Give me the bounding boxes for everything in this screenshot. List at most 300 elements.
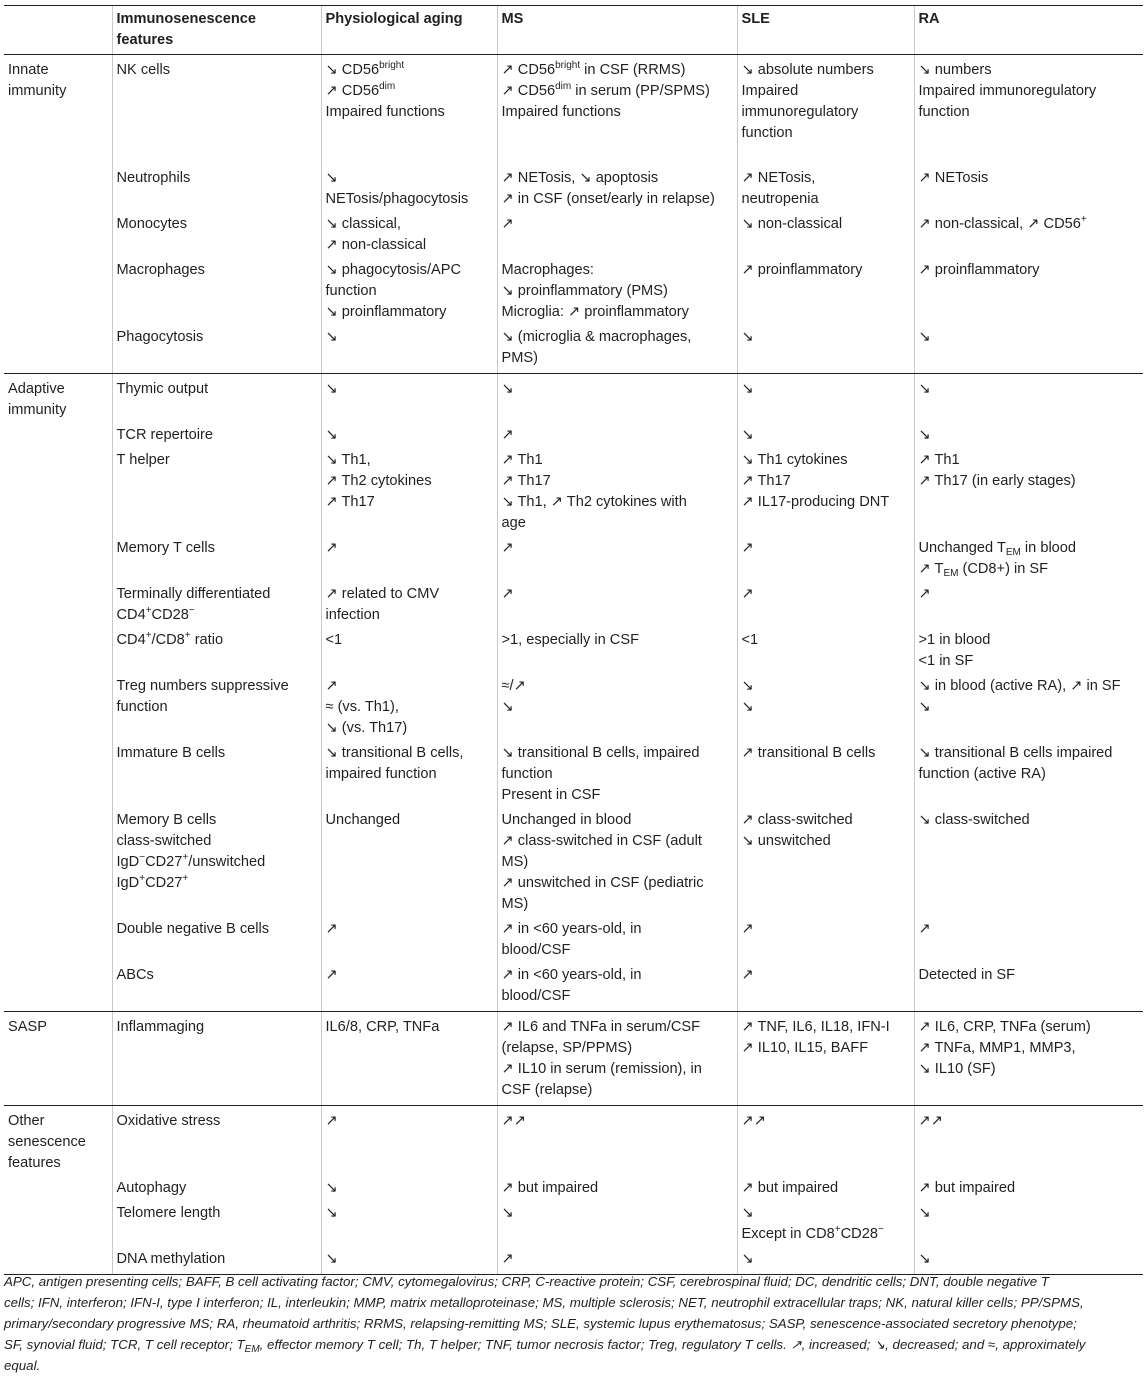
- table-row: [4, 1106, 1143, 1179]
- cell-line: Present in CSF: [501, 787, 601, 803]
- table-row: [4, 1012, 1143, 1106]
- cell-line: ↗ class-switched in CSF (adult: [501, 833, 702, 849]
- cell-line: ↗ IL6 and TNFa in serum/CSF: [501, 1019, 701, 1035]
- cell-line: ↗ Th17: [325, 494, 375, 510]
- ra-cell: [914, 676, 1143, 743]
- cell-line: ↗: [501, 540, 514, 556]
- aging-cell: [321, 260, 497, 327]
- cell-line: ↘ proinflammatory (PMS): [501, 283, 668, 299]
- cell-line: DNA methylation: [116, 1251, 226, 1267]
- category-cell: [4, 810, 112, 919]
- ms-cell: [497, 584, 737, 630]
- cell-line: class-switched: [116, 833, 212, 849]
- ms-cell: [497, 55, 737, 169]
- cell-line: ↗ proinflammatory: [918, 262, 1040, 278]
- cell-line: ↗ but impaired: [741, 1180, 839, 1196]
- header-sle: SLE: [737, 6, 914, 55]
- feature-cell: [112, 810, 321, 919]
- cell-line: Double negative B cells: [116, 921, 270, 937]
- cell-line: ↘: [741, 427, 754, 443]
- cell-line: ↘ transitional B cells,: [325, 745, 464, 761]
- ra-cell: [914, 810, 1143, 919]
- table-row: [4, 260, 1143, 327]
- cell-line: ↘: [918, 427, 931, 443]
- cell-line: (relapse, SP/PPMS): [501, 1040, 633, 1056]
- cell-line: ↘ transitional B cells, impaired: [501, 745, 700, 761]
- ms-cell: [497, 810, 737, 919]
- cell-line: ↗ NETosis: [918, 170, 989, 186]
- cell-line: ↗ $CD56^{bright}$ in CSF (RRMS): [501, 60, 686, 78]
- aging-cell: [321, 374, 497, 426]
- category-cell: [4, 1178, 112, 1203]
- cell-line: Impaired immunoregulatory: [918, 83, 1097, 99]
- aging-cell: [321, 1012, 497, 1106]
- cell-line: senescence: [8, 1134, 86, 1150]
- cell-line: ↘ classical,: [325, 216, 401, 232]
- cell-line: NETosis/phagocytosis: [325, 191, 469, 207]
- ms-cell: [497, 1178, 737, 1203]
- category-cell: [4, 425, 112, 450]
- cell-line: Adaptive: [8, 381, 65, 397]
- cell-line: impaired function: [325, 766, 437, 782]
- ra-cell: [914, 214, 1143, 260]
- cell-line: ↘: [325, 381, 338, 397]
- ms-cell: [497, 425, 737, 450]
- cell-line: ↘ transitional B cells impaired: [918, 745, 1113, 761]
- cell-line: function: [116, 699, 168, 715]
- cell-line: Macrophages:: [501, 262, 594, 278]
- cell-line: ↗ but impaired: [501, 1180, 599, 1196]
- header-category: [4, 6, 112, 55]
- cell-line: ↗ Th2 cytokines: [325, 473, 432, 489]
- header-ms: MS: [497, 6, 737, 55]
- sle-cell: [737, 55, 914, 169]
- cell-line: Impaired functions: [325, 104, 445, 120]
- cell-line: Unchanged in blood: [501, 812, 632, 828]
- sle-cell: [737, 1012, 914, 1106]
- ms-cell: [497, 327, 737, 374]
- sle-cell: [737, 1178, 914, 1203]
- cell-line: ↗: [918, 586, 931, 602]
- cell-line: Detected in SF: [918, 967, 1016, 983]
- aging-cell: [321, 450, 497, 538]
- cell-line: ↘: [325, 1251, 338, 1267]
- category-cell: [4, 260, 112, 327]
- ra-cell: [914, 374, 1143, 426]
- ms-cell: [497, 260, 737, 327]
- cell-line: ↘: [918, 329, 931, 345]
- feature-cell: [112, 327, 321, 374]
- ra-cell: [914, 327, 1143, 374]
- immunosenescence-table: [4, 5, 1143, 1275]
- aging-cell: [321, 919, 497, 965]
- cell-line: ↗ IL6, CRP, TNFa (serum): [918, 1019, 1091, 1035]
- feature-cell: [112, 1106, 321, 1179]
- cell-line: ↗: [741, 586, 754, 602]
- ms-cell: [497, 1106, 737, 1179]
- aging-cell: [321, 810, 497, 919]
- cell-line: Inflammaging: [116, 1019, 205, 1035]
- feature-cell: [112, 965, 321, 1012]
- cell-line: ↘ numbers: [918, 62, 992, 78]
- cell-line: ↗ in <60 years-old, in: [501, 967, 642, 983]
- cell-line: ↘ (vs. Th17): [325, 720, 408, 736]
- table-row: [4, 965, 1143, 1012]
- sle-cell: [737, 584, 914, 630]
- ms-cell: [497, 450, 737, 538]
- category-cell: [4, 965, 112, 1012]
- feature-cell: [112, 676, 321, 743]
- ms-cell: [497, 1203, 737, 1249]
- cell-line: ↗ unswitched in CSF (pediatric: [501, 875, 704, 891]
- ra-cell: [914, 538, 1143, 584]
- feature-cell: [112, 425, 321, 450]
- table-row: [4, 538, 1143, 584]
- aging-cell: [321, 584, 497, 630]
- feature-cell: [112, 168, 321, 214]
- sle-cell: [737, 1106, 914, 1179]
- cell-line: ↘: [741, 678, 754, 694]
- category-cell: [4, 538, 112, 584]
- cell-line: ↘: [741, 381, 754, 397]
- cell-line: ↗ Th1: [918, 452, 960, 468]
- cell-line: ↗: [325, 678, 338, 694]
- feature-cell: [112, 1178, 321, 1203]
- cell-line: Unchanged $T_{EM}$ in blood: [918, 540, 1077, 558]
- aging-cell: [321, 1106, 497, 1179]
- aging-cell: [321, 1203, 497, 1249]
- cell-line: ↗: [501, 586, 514, 602]
- cell-line: ↘: [325, 329, 338, 345]
- cell-line: ↘: [918, 1251, 931, 1267]
- ms-cell: [497, 374, 737, 426]
- cell-line: ↘ Th1, ↗ Th2 cytokines with: [501, 494, 687, 510]
- sle-cell: [737, 168, 914, 214]
- cell-line: Neutrophils: [116, 170, 191, 186]
- cell-line: ↘ (microglia & macrophages,: [501, 329, 692, 345]
- category-cell: [4, 168, 112, 214]
- footnote-line: primary/secondary progressive MS; RA, rheumatoid arthritis; RRMS, relapsing-remitting MS; SLE, systemic lupus erythematosus; SASP, senescence-associated secretory phenotype;: [4, 1316, 1077, 1331]
- feature-cell: [112, 55, 321, 169]
- cell-line: ↗: [741, 540, 754, 556]
- ra-cell: [914, 260, 1143, 327]
- cell-line: function: [501, 766, 553, 782]
- footnote-line: cells; IFN, interferon; IFN-I, type I interferon; IL, interleukin; MMP, matrix metalloproteinase; MS, multiple sclerosis; NET, neutrophil extracellular traps; NK, natural killer cells; PP/SPMS,: [4, 1295, 1084, 1310]
- cell-line: <1 in SF: [918, 653, 974, 669]
- cell-line: ↘ in blood (active RA), ↗ in SF: [918, 678, 1121, 694]
- cell-line: ↗: [325, 967, 338, 983]
- cell-line: ↗ Th17: [501, 473, 551, 489]
- cell-line: blood/CSF: [501, 988, 571, 1004]
- sle-cell: [737, 425, 914, 450]
- ms-cell: [497, 743, 737, 810]
- cell-line: function: [918, 104, 970, 120]
- table-row: [4, 1178, 1143, 1203]
- cell-line: ↘: [325, 1205, 338, 1221]
- cell-line: ↗ $CD56^{dim}$ in serum (PP/SPMS): [501, 81, 710, 99]
- ra-cell: [914, 1106, 1143, 1179]
- cell-line: Phagocytosis: [116, 329, 204, 345]
- cell-line: Immature B cells: [116, 745, 226, 761]
- aging-cell: [321, 965, 497, 1012]
- cell-line: Terminally differentiated: [116, 586, 271, 602]
- ra-cell: [914, 965, 1143, 1012]
- cell-line: Thymic output: [116, 381, 209, 397]
- cell-line: CD4+/CD8+ ratio: [116, 630, 224, 648]
- cell-line: ↘ non-classical: [741, 216, 843, 232]
- sle-cell: [737, 260, 914, 327]
- cell-line: ↘: [918, 1205, 931, 1221]
- cell-line: Other: [8, 1113, 45, 1129]
- aging-cell: [321, 55, 497, 169]
- cell-line: ↗: [918, 921, 931, 937]
- ms-cell: [497, 919, 737, 965]
- cell-line: Innate: [8, 62, 49, 78]
- category-cell: [4, 630, 112, 676]
- feature-cell: [112, 374, 321, 426]
- table-footnote: [4, 1271, 1143, 1376]
- cell-line: ↗ related to CMV: [325, 586, 440, 602]
- cell-line: SASP: [8, 1019, 47, 1035]
- aging-cell: [321, 538, 497, 584]
- category-cell: [4, 327, 112, 374]
- feature-cell: [112, 260, 321, 327]
- cell-line: ↘: [918, 381, 931, 397]
- aging-cell: [321, 425, 497, 450]
- aging-cell: [321, 168, 497, 214]
- cell-line: ↘: [501, 1205, 514, 1221]
- cell-line: ↗ non-classical: [325, 237, 427, 253]
- cell-line: Impaired: [741, 83, 799, 99]
- sle-cell: [737, 630, 914, 676]
- cell-line: ↘ Th1 cytokines: [741, 452, 848, 468]
- cell-line: ↘: [918, 699, 931, 715]
- cell-line: features: [8, 1155, 61, 1171]
- cell-line: Monocytes: [116, 216, 188, 232]
- cell-line: Except in CD8+CD28−: [741, 1224, 884, 1242]
- cell-line: ↗↗: [741, 1113, 766, 1129]
- cell-line: ↗ TNF, IL6, IL18, IFN-I: [741, 1019, 890, 1035]
- cell-line: ↗ in CSF (onset/early in relapse): [501, 191, 715, 207]
- cell-line: Impaired functions: [501, 104, 621, 120]
- feature-cell: [112, 630, 321, 676]
- ms-cell: [497, 630, 737, 676]
- cell-line: ≈ (vs. Th1),: [325, 699, 399, 715]
- aging-cell: [321, 214, 497, 260]
- cell-line: Microglia: ↗ proinflammatory: [501, 304, 689, 320]
- cell-line: CSF (relapse): [501, 1082, 593, 1098]
- cell-line: ↗: [741, 921, 754, 937]
- ms-cell: [497, 168, 737, 214]
- cell-line: ↘ proinflammatory: [325, 304, 447, 320]
- ra-cell: [914, 919, 1143, 965]
- feature-cell: [112, 743, 321, 810]
- ra-cell: [914, 743, 1143, 810]
- category-cell: [4, 214, 112, 260]
- cell-line: MS): [501, 854, 529, 870]
- cell-line: TCR repertoire: [116, 427, 214, 443]
- cell-line: ↗ IL10, IL15, BAFF: [741, 1040, 869, 1056]
- table-row: [4, 168, 1143, 214]
- cell-line: ↗ proinflammatory: [741, 262, 863, 278]
- cell-line: ↘ phagocytosis/APC: [325, 262, 462, 278]
- sle-cell: [737, 743, 914, 810]
- cell-line: >1 in blood: [918, 632, 991, 648]
- header-feature: Immunosenescence features: [112, 6, 321, 55]
- cell-line: ↗ NETosis,: [741, 170, 816, 186]
- cell-line: age: [501, 515, 526, 531]
- cell-line: ↗: [741, 967, 754, 983]
- cell-line: blood/CSF: [501, 942, 571, 958]
- cell-line: ↗ $CD56^{dim}$: [325, 81, 396, 99]
- footnote-line: APC, antigen presenting cells; BAFF, B cell activating factor; CMV, cytomegalovirus; CRP, C-reactive protein; CSF, cerebrospinal fluid; DC, dendritic cells; DNT, double negative T: [4, 1274, 1050, 1289]
- cell-line: Treg numbers suppressive: [116, 678, 289, 694]
- cell-line: ↘ unswitched: [741, 833, 831, 849]
- sle-cell: [737, 327, 914, 374]
- ms-cell: [497, 965, 737, 1012]
- ra-cell: [914, 1012, 1143, 1106]
- table-row: [4, 676, 1143, 743]
- aging-cell: [321, 1178, 497, 1203]
- cell-line: ≈/↗: [501, 678, 526, 694]
- sle-cell: [737, 1203, 914, 1249]
- category-cell: [4, 919, 112, 965]
- ra-cell: [914, 1203, 1143, 1249]
- cell-line: ↘ absolute numbers: [741, 62, 874, 78]
- cell-line: ↗ $T_{EM}$ (CD8+) in SF: [918, 561, 1049, 579]
- cell-line: IgD−CD27+/unswitched: [116, 852, 266, 870]
- aging-cell: [321, 630, 497, 676]
- cell-line: ↘: [741, 699, 754, 715]
- cell-line: T helper: [116, 452, 170, 468]
- category-cell: [4, 374, 112, 426]
- cell-line: ↗: [325, 540, 338, 556]
- cell-line: ↘ Th1,: [325, 452, 371, 468]
- cell-line: ↘ IL10 (SF): [918, 1061, 996, 1077]
- table-body: [4, 55, 1143, 1275]
- cell-line: Memory B cells: [116, 812, 217, 828]
- aging-cell: [321, 327, 497, 374]
- table-row: [4, 55, 1143, 169]
- category-cell: [4, 584, 112, 630]
- cell-line: ↗: [325, 1113, 338, 1129]
- cell-line: ↗ class-switched: [741, 812, 853, 828]
- ms-cell: [497, 538, 737, 584]
- cell-line: IL6/8, CRP, TNFa: [325, 1019, 440, 1035]
- cell-line: immunoregulatory: [741, 104, 859, 120]
- table-row: [4, 584, 1143, 630]
- cell-line: ↗ IL17-producing DNT: [741, 494, 890, 510]
- cell-line: Telomere length: [116, 1205, 221, 1221]
- table-row: [4, 214, 1143, 260]
- cell-line: CD4+CD28−: [116, 605, 195, 623]
- sle-cell: [737, 214, 914, 260]
- cell-line: immunity: [8, 83, 67, 99]
- cell-line: ↗: [501, 216, 514, 232]
- sle-cell: [737, 919, 914, 965]
- cell-line: Oxidative stress: [116, 1113, 221, 1129]
- cell-line: Unchanged: [325, 812, 401, 828]
- header-row: [4, 6, 1143, 55]
- ra-cell: [914, 1178, 1143, 1203]
- cell-line: infection: [325, 607, 380, 623]
- table-row: [4, 919, 1143, 965]
- cell-line: immunity: [8, 402, 67, 418]
- ms-cell: [497, 676, 737, 743]
- sle-cell: [737, 538, 914, 584]
- cell-line: ↘: [741, 1251, 754, 1267]
- cell-line: ↘: [741, 1205, 754, 1221]
- cell-line: ↗: [325, 921, 338, 937]
- cell-line: Autophagy: [116, 1180, 187, 1196]
- category-cell: [4, 450, 112, 538]
- cell-line: >1, especially in CSF: [501, 632, 639, 648]
- cell-line: neutropenia: [741, 191, 819, 207]
- table-row: [4, 743, 1143, 810]
- table-row: [4, 450, 1143, 538]
- feature-cell: [112, 538, 321, 584]
- table-row: [4, 374, 1143, 426]
- cell-line: Macrophages: [116, 262, 205, 278]
- cell-line: ↗: [501, 427, 514, 443]
- cell-line: ↗ but impaired: [918, 1180, 1016, 1196]
- ms-cell: [497, 214, 737, 260]
- footnote-line: equal.: [4, 1358, 41, 1373]
- cell-line: ↗↗: [918, 1113, 943, 1129]
- table-row: [4, 1203, 1143, 1249]
- feature-cell: [112, 584, 321, 630]
- footnote-line: SF, synovial fluid; TCR, T cell receptor; $T_{EM}$, effector memory T cell; Th, T helper; TNF, tumor necrosis factor; Treg, regulatory T cells. ↗, increased; ↘, decreased; and ≈, approximately: [4, 1337, 1086, 1355]
- ra-cell: [914, 450, 1143, 538]
- cell-line: PMS): [501, 350, 538, 366]
- table-row: [4, 425, 1143, 450]
- ra-cell: [914, 584, 1143, 630]
- sle-cell: [737, 965, 914, 1012]
- feature-cell: [112, 214, 321, 260]
- cell-line: ↗ Th17: [741, 473, 791, 489]
- cell-line: <1: [325, 632, 343, 648]
- aging-cell: [321, 676, 497, 743]
- cell-line: ↗ IL10 in serum (remission), in: [501, 1061, 702, 1077]
- cell-line: function: [741, 125, 793, 141]
- feature-cell: [112, 450, 321, 538]
- cell-line: ↘: [501, 381, 514, 397]
- cell-line: ↘ $CD56^{bright}$: [325, 60, 405, 78]
- cell-line: ↗ Th1: [501, 452, 543, 468]
- sle-cell: [737, 810, 914, 919]
- ra-cell: [914, 55, 1143, 169]
- cell-line: ↘: [325, 1180, 338, 1196]
- aging-cell: [321, 743, 497, 810]
- category-cell: [4, 743, 112, 810]
- sle-cell: [737, 374, 914, 426]
- category-cell: [4, 55, 112, 169]
- cell-line: <1: [741, 632, 759, 648]
- cell-line: ↗ non-classical, ↗ CD56+: [918, 214, 1087, 232]
- sle-cell: [737, 450, 914, 538]
- cell-line: ↗: [501, 1251, 514, 1267]
- cell-line: ↘: [741, 329, 754, 345]
- cell-line: ↘: [325, 427, 338, 443]
- cell-line: ↘: [501, 699, 514, 715]
- cell-line: Memory T cells: [116, 540, 215, 556]
- cell-line: function: [325, 283, 377, 299]
- category-cell: [4, 1203, 112, 1249]
- table-row: [4, 810, 1143, 919]
- ra-cell: [914, 168, 1143, 214]
- cell-line: ↘: [325, 170, 338, 186]
- cell-line: function (active RA): [918, 766, 1046, 782]
